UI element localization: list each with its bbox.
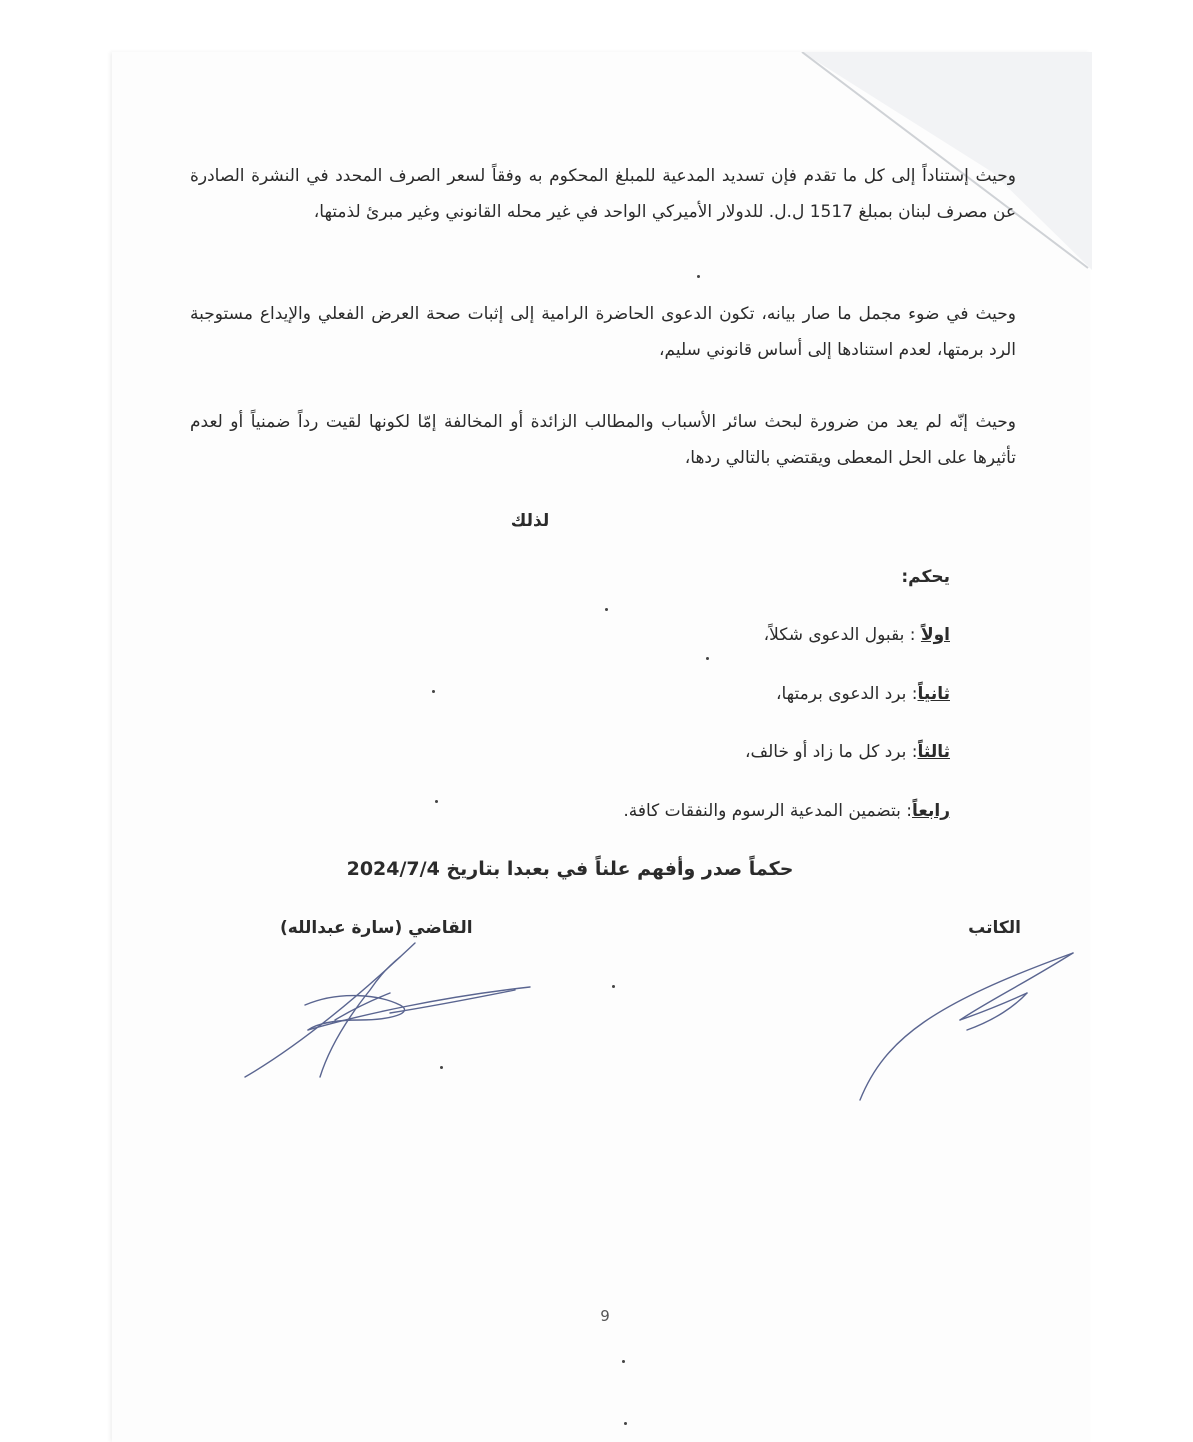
clerk-label: الكاتب: [968, 918, 1021, 938]
scan-speck: [697, 275, 700, 278]
ruling-item-label: ثانياً: [917, 684, 950, 704]
scan-speck: [605, 608, 608, 611]
scan-speck: [706, 657, 709, 660]
scan-speck: [612, 985, 615, 988]
ruling-item-text: : برد الدعوى برمتها،: [775, 684, 918, 704]
scan-speck: [624, 1422, 627, 1425]
clerk-signature: [855, 948, 1085, 1103]
scan-speck: [435, 800, 438, 803]
paragraph-other-requests: وحيث إنّه لم يعد من ضرورة لبحث سائر الأسباب والمطالب الزائدة أو المخالفة إمّا لكونها لقيت رداً ضمنياً أو لعدم تأثيرها على الحل المعطى ويقتضي بالتالي ردها،: [190, 412, 1016, 468]
ruling-item: [764, 625, 950, 645]
therefore-heading: لذلك: [510, 511, 550, 531]
paragraph-claim-rejection: وحيث في ضوء مجمل ما صار بيانه، تكون الدعوى الحاضرة الرامية إلى إثبات صحة العرض الفعلي والإيداع مستوجبة الرد برمتها، لعدم استنادها إلى أساس قانوني سليم،: [190, 304, 1016, 360]
judge-signature: [240, 935, 540, 1085]
verdict-line: حكماً صدر وأفهم علناً في بعبدا بتاريخ 2024/7/4: [346, 858, 794, 880]
ruling-item: [623, 801, 950, 821]
ruling-item-text: : بقبول الدعوى شكلاً،: [763, 625, 921, 645]
ruling-item: [745, 742, 950, 762]
scan-speck: [622, 1360, 625, 1363]
ruling-item-label: ثالثاً: [917, 742, 950, 762]
ruling-item-label: اولاً: [920, 625, 950, 645]
ruling-item: [776, 684, 950, 704]
ruling-item-text: : بتضمين المدعية الرسوم والنفقات كافة.: [623, 801, 913, 821]
ruling-item-label: رابعاً: [912, 801, 950, 821]
ruling-heading: يحكم:: [901, 567, 950, 587]
scan-speck: [432, 690, 435, 693]
ruling-item-text: : برد كل ما زاد أو خالف،: [745, 742, 918, 762]
scan-speck: [440, 1066, 443, 1069]
judge-label: القاضي (سارة عبدالله): [280, 918, 473, 938]
paragraph-exchange-rate: وحيث إستناداً إلى كل ما تقدم فإن تسديد المدعية للمبلغ المحكوم به وفقاً لسعر الصرف المحدد في النشرة الصادرة عن مصرف لبنان بمبلغ 1517 ل.ل. للدولار الأميركي الواحد في غير محله القانوني وغير مبرئ لذمتها،: [190, 166, 1016, 222]
page-number: 9: [600, 1307, 610, 1325]
